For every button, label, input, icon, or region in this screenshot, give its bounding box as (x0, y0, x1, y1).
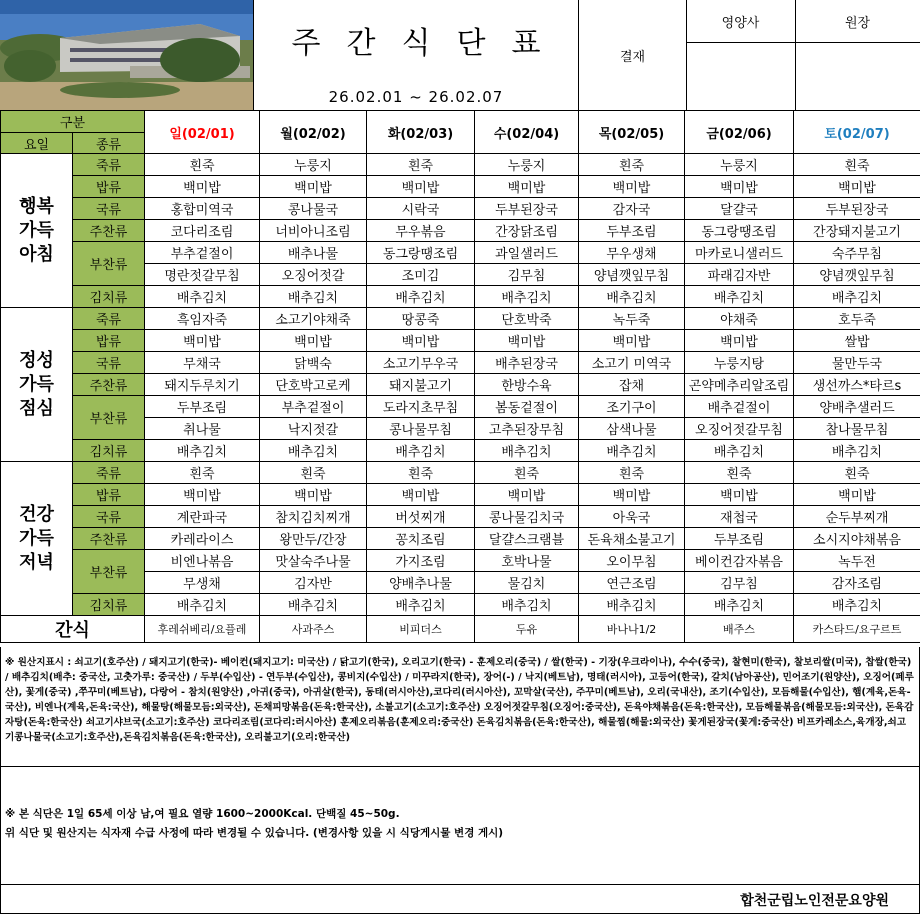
menu-item: 간장닭조림 (475, 220, 579, 242)
title-box (254, 0, 579, 110)
menu-item: 배추나물 (260, 242, 367, 264)
menu-row (1, 528, 920, 550)
menu-item: 누룽지 (260, 154, 367, 176)
corner-day-label: 요일 (1, 133, 73, 154)
menu-item: 두부된장국 (475, 198, 579, 220)
menu-item: 왕만두/간장 (260, 528, 367, 550)
category-label: 김치류 (73, 440, 145, 462)
menu-item: 배추김치 (260, 440, 367, 462)
menu-item: 부추겉절이 (145, 242, 260, 264)
menu-item: 야채죽 (685, 308, 794, 330)
menu-item: 김무침 (685, 572, 794, 594)
meal-name (1, 462, 73, 616)
menu-row (1, 308, 920, 330)
menu-item: 비엔나볶음 (145, 550, 260, 572)
day-header: 수(02/04) (475, 111, 579, 154)
institution-name: 합천군립노인전문요양원 (740, 893, 889, 909)
menu-item: 베이컨감자볶음 (685, 550, 794, 572)
menu-item: 백미밥 (685, 484, 794, 506)
menu-item: 참치김치찌개 (260, 506, 367, 528)
menu-item: 너비아니조림 (260, 220, 367, 242)
header-row (1, 111, 920, 133)
menu-item: 두부조림 (145, 396, 260, 418)
menu-item: 백미밥 (685, 176, 794, 198)
menu-item: 배추김치 (579, 440, 685, 462)
menu-item: 도라지초무침 (367, 396, 475, 418)
day-header: 일(02/01) (145, 111, 260, 154)
menu-item: 배추김치 (579, 594, 685, 616)
menu-item: 맛살숙주나물 (260, 550, 367, 572)
category-label: 죽류 (73, 308, 145, 330)
menu-item: 흰죽 (367, 154, 475, 176)
menu-item: 재첩국 (685, 506, 794, 528)
menu-row (1, 484, 920, 506)
facility-photo (0, 0, 254, 110)
menu-item: 김무침 (475, 264, 579, 286)
menu-item: 백미밥 (367, 176, 475, 198)
snack-label: 간식 (1, 616, 145, 643)
page-title: 주간식단표 (291, 26, 567, 61)
snack-item: 사과주스 (260, 616, 367, 643)
menu-item: 흰죽 (685, 462, 794, 484)
menu-item: 흰죽 (579, 154, 685, 176)
menu-item: 김자반 (260, 572, 367, 594)
approver-director: 원장 (795, 0, 920, 43)
menu-item: 삼색나물 (579, 418, 685, 440)
menu-item: 배추김치 (475, 286, 579, 308)
category-label: 밥류 (73, 330, 145, 352)
menu-row (1, 396, 920, 418)
category-label: 부찬류 (73, 242, 145, 286)
menu-item: 배추김치 (794, 594, 920, 616)
menu-item: 돼지두루치기 (145, 374, 260, 396)
menu-item: 낙지젓갈 (260, 418, 367, 440)
menu-item: 파래김자반 (685, 264, 794, 286)
menu-item: 누룽지탕 (685, 352, 794, 374)
category-label: 김치류 (73, 594, 145, 616)
menu-item: 달걀국 (685, 198, 794, 220)
menu-item: 배추김치 (367, 594, 475, 616)
menu-item: 단호박죽 (475, 308, 579, 330)
snack-item: 바나나1/2 (579, 616, 685, 643)
category-label: 김치류 (73, 286, 145, 308)
date-range: 26.02.01 ~ 26.02.07 (328, 88, 504, 106)
menu-item: 고추된장무침 (475, 418, 579, 440)
menu-item: 백미밥 (145, 330, 260, 352)
approval-box (579, 0, 920, 110)
menu-item: 배추김치 (475, 594, 579, 616)
meal-name-line: 정성 (19, 349, 54, 371)
menu-item: 단호박고로케 (260, 374, 367, 396)
day-header: 목(02/05) (579, 111, 685, 154)
menu-item: 배추김치 (685, 594, 794, 616)
menu-item: 녹두전 (794, 550, 920, 572)
menu-item: 백미밥 (794, 484, 920, 506)
menu-item: 콩나물김치국 (475, 506, 579, 528)
menu-item: 양념깻잎무침 (579, 264, 685, 286)
category-label: 죽류 (73, 154, 145, 176)
menu-item: 두부조림 (579, 220, 685, 242)
menu-item: 감자국 (579, 198, 685, 220)
day-header: 화(02/03) (367, 111, 475, 154)
menu-item: 무우생채 (579, 242, 685, 264)
menu-item: 달걀스크램블 (475, 528, 579, 550)
menu-item: 배추김치 (145, 286, 260, 308)
menu-row (1, 198, 920, 220)
menu-table (0, 110, 920, 643)
day-header: 토(02/07) (794, 111, 920, 154)
corner-label: 구분 (1, 111, 145, 133)
menu-item: 땅콩죽 (367, 308, 475, 330)
category-label: 주찬류 (73, 528, 145, 550)
origin-info: ※ 원산지표시 : 쇠고기(호주산) / 돼지고기(한국)- 베이컨(돼지고기: 미국산) / 닭고기(한국), 오리고기(한국) - 훈제오리(중국) / 쌀(한국) - 기장(우크라이나), 수수(중국), 찰현미(한국), 찰보리쌀(미국), 찹쌀(한국) / 배추김치(배추: 중국산, 고춧가루: 중국산) / 두부(수입산) - 연두부(수입산), 콩비지(수입산) / 미꾸라지(한국), 장어(-) / 낙지(베트남), 명태(러시아), 고등어(한국), 갈치(남아공산), 민어조기(원양산), 오징어(페루산), 꽃게(중국) ,쭈꾸미(베트남), 다랑어 - 참치(원양산) ,아귀(중국), 아귀살(한국), 동태(러시아산),코다리(러시아산), 꼬막살(국산), 주꾸미(베트남), 오리(국내산), 조기(수입산), 모듬해물(수입산), 햄(계육,돈육-국산), 비엔나(계육,돈육:국산), 해물탕(해물모듬:외국산), 돈채피망볶음(돈육:한국산), 소불고기(소고기:호주산) 오징어젓갈무침(오징어:중국산), 돈육야채볶음(돈육:한국산), 모듬해물볶음(해물모듬:외국산), 돈육감자탕(돈육:한국산) 쇠고기샤브국(소고기:호주산) 코다리조림(코다리:러시아산) 훈제오리볶음(훈제오리:중국산) 돈육김치볶음(돈육:한국산), 해물찜(해물:외국산) 꽃게된장국(꽃게:중국산) 비프카레소스,육개장,쇠고기콩나물국(소고기:호주산),돈육김치볶음(돈육:한국산), 오리불고기(오리:한국산) (0, 647, 920, 767)
category-label: 부찬류 (73, 550, 145, 594)
menu-item: 백미밥 (260, 176, 367, 198)
menu-item: 양념깻잎무침 (794, 264, 920, 286)
menu-row (1, 462, 920, 484)
menu-item: 닭백숙 (260, 352, 367, 374)
menu-item: 백미밥 (579, 484, 685, 506)
menu-item: 누룽지 (685, 154, 794, 176)
menu-item: 오이무침 (579, 550, 685, 572)
menu-row (1, 506, 920, 528)
menu-item: 오징어젓갈무침 (685, 418, 794, 440)
snack-item: 후레쉬베리/요플레 (145, 616, 260, 643)
meal-name-line: 아침 (19, 243, 54, 265)
menu-row (1, 440, 920, 462)
menu-item: 부추겉절이 (260, 396, 367, 418)
menu-item: 배추김치 (685, 440, 794, 462)
meal-name-line: 점심 (19, 397, 54, 419)
menu-item: 버섯찌개 (367, 506, 475, 528)
menu-item: 배추겉절이 (685, 396, 794, 418)
menu-item: 마카로니샐러드 (685, 242, 794, 264)
menu-item: 흰죽 (794, 154, 920, 176)
corner-type-label: 종류 (73, 133, 145, 154)
menu-item: 백미밥 (475, 176, 579, 198)
menu-item: 동그랑땡조림 (685, 220, 794, 242)
menu-item: 백미밥 (260, 330, 367, 352)
meal-name-line: 가득 (19, 527, 54, 549)
menu-row (1, 550, 920, 572)
menu-item: 취나물 (145, 418, 260, 440)
menu-item: 오징어젓갈 (260, 264, 367, 286)
menu-row (1, 220, 920, 242)
menu-item: 생선까스*타르s (794, 374, 920, 396)
menu-item: 무생채 (145, 572, 260, 594)
menu-item: 배추김치 (145, 440, 260, 462)
menu-item: 배추김치 (475, 440, 579, 462)
approver-dietitian: 영양사 (686, 0, 796, 43)
menu-item: 흰죽 (794, 462, 920, 484)
menu-item: 백미밥 (794, 176, 920, 198)
notes (0, 767, 920, 885)
menu-item: 백미밥 (475, 330, 579, 352)
menu-item: 홍합미역국 (145, 198, 260, 220)
menu-item: 봄동겉절이 (475, 396, 579, 418)
menu-item: 배추김치 (367, 440, 475, 462)
menu-item: 숙주무침 (794, 242, 920, 264)
menu-item: 백미밥 (260, 484, 367, 506)
menu-item: 배추김치 (794, 286, 920, 308)
menu-item: 소고기무우국 (367, 352, 475, 374)
menu-item: 아욱국 (579, 506, 685, 528)
menu-item: 배추김치 (260, 286, 367, 308)
menu-item: 한방수육 (475, 374, 579, 396)
menu-item: 배추김치 (579, 286, 685, 308)
menu-item: 물만두국 (794, 352, 920, 374)
day-header: 금(02/06) (685, 111, 794, 154)
menu-item: 소고기 미역국 (579, 352, 685, 374)
menu-item: 흰죽 (145, 462, 260, 484)
menu-item: 배추김치 (685, 286, 794, 308)
menu-item: 양배추샐러드 (794, 396, 920, 418)
menu-item: 돈육채소불고기 (579, 528, 685, 550)
menu-item: 소고기야채죽 (260, 308, 367, 330)
menu-item: 두부조림 (685, 528, 794, 550)
snack-item: 비피더스 (367, 616, 475, 643)
menu-item: 백미밥 (367, 330, 475, 352)
menu-item: 백미밥 (579, 330, 685, 352)
meal-name-line: 가득 (19, 219, 54, 241)
menu-item: 소시지야채볶음 (794, 528, 920, 550)
menu-item: 누룽지 (475, 154, 579, 176)
meal-name-line: 행복 (19, 195, 54, 217)
menu-item: 쌀밥 (794, 330, 920, 352)
menu-row (1, 374, 920, 396)
category-label: 밥류 (73, 484, 145, 506)
category-label: 국류 (73, 352, 145, 374)
menu-item: 잡채 (579, 374, 685, 396)
signature-slot-director (795, 42, 920, 110)
menu-row (1, 330, 920, 352)
menu-item: 배추된장국 (475, 352, 579, 374)
menu-item: 물김치 (475, 572, 579, 594)
menu-item: 흰죽 (260, 462, 367, 484)
menu-item: 돼지불고기 (367, 374, 475, 396)
menu-item: 계란파국 (145, 506, 260, 528)
category-label: 밥류 (73, 176, 145, 198)
menu-item: 백미밥 (145, 176, 260, 198)
menu-row (1, 594, 920, 616)
category-label: 주찬류 (73, 220, 145, 242)
menu-item: 명란젓갈무침 (145, 264, 260, 286)
menu-row (1, 242, 920, 264)
menu-item: 배추김치 (145, 594, 260, 616)
snack-item: 카스타드/요구르트 (794, 616, 920, 643)
category-label: 국류 (73, 198, 145, 220)
signature-slot-dietitian (686, 42, 796, 110)
day-header: 월(02/02) (260, 111, 367, 154)
menu-item: 카레라이스 (145, 528, 260, 550)
meal-name (1, 308, 73, 462)
menu-item: 과일샐러드 (475, 242, 579, 264)
menu-row (1, 176, 920, 198)
menu-item: 콩나물국 (260, 198, 367, 220)
menu-item: 흰죽 (579, 462, 685, 484)
menu-item: 동그랑땡조림 (367, 242, 475, 264)
note-line: ※ 본 식단은 1일 65세 이상 남,여 필요 열량 1600~2000Kcal. 단백질 45~50g. (5, 808, 400, 820)
menu-item: 무우볶음 (367, 220, 475, 242)
category-label: 부찬류 (73, 396, 145, 440)
menu-item: 간장돼지불고기 (794, 220, 920, 242)
menu-item: 꽁치조림 (367, 528, 475, 550)
menu-item: 백미밥 (579, 176, 685, 198)
menu-item: 조기구이 (579, 396, 685, 418)
menu-item: 조미김 (367, 264, 475, 286)
menu-item: 배추김치 (794, 440, 920, 462)
menu-item: 흰죽 (145, 154, 260, 176)
menu-item: 시락국 (367, 198, 475, 220)
meal-name-line: 건강 (19, 503, 54, 525)
footer (0, 885, 920, 914)
menu-item: 양배추나물 (367, 572, 475, 594)
menu-row (1, 352, 920, 374)
menu-item: 녹두죽 (579, 308, 685, 330)
menu-item: 콩나물무침 (367, 418, 475, 440)
menu-item: 곤약메추리알조림 (685, 374, 794, 396)
meal-name (1, 154, 73, 308)
menu-item: 백미밥 (475, 484, 579, 506)
menu-item: 백미밥 (685, 330, 794, 352)
menu-row (1, 286, 920, 308)
meal-name-line: 저녁 (19, 551, 54, 573)
menu-item: 연근조림 (579, 572, 685, 594)
menu-item: 백미밥 (145, 484, 260, 506)
snack-item: 배주스 (685, 616, 794, 643)
menu-item: 감자조림 (794, 572, 920, 594)
category-label: 죽류 (73, 462, 145, 484)
note-line: 위 식단 및 원산지는 식자재 수급 사정에 따라 변경될 수 있습니다. (변경사항 있을 시 식당게시물 변경 게시) (5, 827, 504, 839)
menu-item: 배추김치 (260, 594, 367, 616)
meal-name-line: 가득 (19, 373, 54, 395)
menu-item: 무채국 (145, 352, 260, 374)
menu-item: 가지조림 (367, 550, 475, 572)
menu-item: 코다리조림 (145, 220, 260, 242)
menu-item: 두부된장국 (794, 198, 920, 220)
menu-item: 배추김치 (367, 286, 475, 308)
menu-item: 백미밥 (367, 484, 475, 506)
approval-label: 결재 (579, 0, 687, 110)
snack-item: 두유 (475, 616, 579, 643)
menu-row (1, 154, 920, 176)
category-label: 국류 (73, 506, 145, 528)
menu-item: 호박나물 (475, 550, 579, 572)
menu-item: 흑임자죽 (145, 308, 260, 330)
menu-item: 흰죽 (367, 462, 475, 484)
snack-row (1, 616, 920, 643)
menu-item: 참나물무침 (794, 418, 920, 440)
menu-item: 호두죽 (794, 308, 920, 330)
category-label: 주찬류 (73, 374, 145, 396)
menu-item: 순두부찌개 (794, 506, 920, 528)
menu-item: 흰죽 (475, 462, 579, 484)
